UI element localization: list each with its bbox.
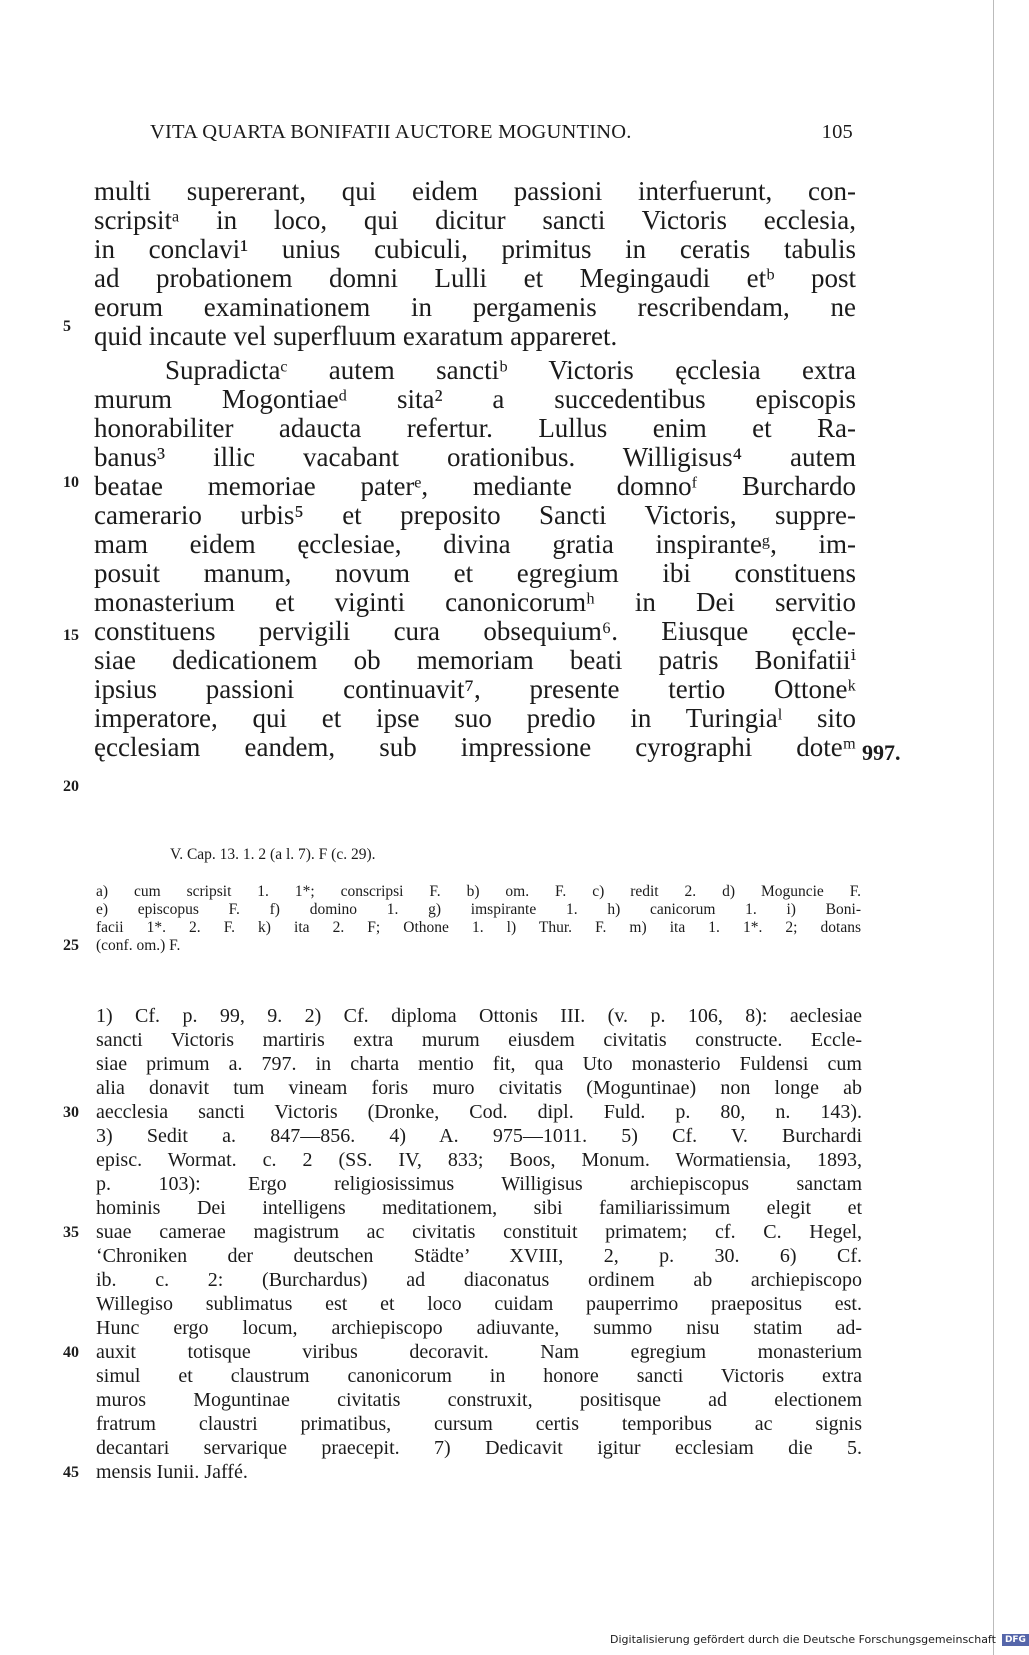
running-title: VITA QUARTA BONIFATII AUCTORE MOGUNTINO. bbox=[150, 121, 632, 143]
text-line: beatae memoriae paterᵉ, mediante domnoᶠ Burchardo bbox=[94, 471, 856, 501]
credit-text: Digitalisierung gefördert durch die Deutsche Forschungsgemeinschaft bbox=[610, 1633, 996, 1646]
apparatus-line: a) cum scripsit 1. 1*; conscripsi F. b) om. F. c) redit 2. d) Moguncie F. bbox=[96, 883, 861, 900]
margin-year: 997. bbox=[862, 740, 901, 765]
note-line: muros Moguntinae civitatis construxit, positisque ad electionem bbox=[96, 1389, 862, 1411]
note-line: alia donavit tum vineam foris muro civitatis (Moguntinae) non longe ab bbox=[96, 1077, 862, 1099]
text-line: siae dedicationem ob memoriam beati patris Bonifatiiⁱ bbox=[94, 645, 856, 675]
note-line: mensis Iunii. Jaffé. bbox=[96, 1461, 248, 1483]
note-line: 1) Cf. p. 99, 9. 2) Cf. diploma Ottonis III. (v. p. 106, 8): aeclesiae bbox=[96, 1005, 862, 1027]
text-line: eorum examinationem in pergamenis rescribendam, ne bbox=[94, 292, 856, 322]
text-line: ad probationem domni Lulli et Megingaudi etᵇ post bbox=[94, 263, 856, 293]
text-line: imperatore, qui et ipse suo predio in Turingiaˡ sito bbox=[94, 703, 856, 733]
text-line: mam eidem ęcclesiae, divina gratia inspiranteᵍ, im- bbox=[94, 529, 856, 559]
text-line: quid incaute vel superfluum exaratum appareret. bbox=[94, 321, 618, 351]
page-edge bbox=[993, 0, 994, 1655]
dfg-logo: DFG bbox=[1002, 1634, 1029, 1646]
note-line: hominis Dei intelligens meditationem, sibi familiarissimum elegit et bbox=[96, 1197, 862, 1219]
text-line: honorabiliter adaucta refertur. Lullus enim et Ra- bbox=[94, 413, 856, 443]
note-line: 3) Sedit a. 847—856. 4) A. 975—1011. 5) Cf. V. Burchardi bbox=[96, 1125, 862, 1147]
note-line: ib. c. 2: (Burchardus) ad diaconatus ordinem ab archiepiscopo bbox=[96, 1269, 862, 1291]
note-line: p. 103): Ergo religiosissimus Willigisus archiepiscopus sanctam bbox=[96, 1173, 862, 1195]
text-line: in conclavi¹ unius cubiculi, primitus in ceratis tabulis bbox=[94, 234, 856, 264]
note-line: decantari servarique praecepit. 7) Dedicavit igitur ecclesiam die 5. bbox=[96, 1437, 862, 1459]
text-line: Supradictaᶜ autem sanctiᵇ Victoris ęcclesia extra bbox=[165, 355, 856, 385]
note-line: simul et claustrum canonicorum in honore sancti Victoris extra bbox=[96, 1365, 862, 1387]
note-line: episc. Wormat. c. 2 (SS. IV, 833; Boos, Monum. Wormatiensia, 1893, bbox=[96, 1149, 862, 1171]
line-number: 45 bbox=[63, 1464, 79, 1481]
line-number: 30 bbox=[63, 1104, 79, 1121]
text-line: banus³ illic vacabant orationibus. Willigisus⁴ autem bbox=[94, 442, 856, 472]
note-line: fratrum claustri primatibus, cursum certis temporibus ac signis bbox=[96, 1413, 862, 1435]
note-line: siae primum a. 797. in charta mentio fit, qua Uto monasterio Fuldensi cum bbox=[96, 1053, 862, 1075]
note-line: Willegiso sublimatus est et loco cuidam pauperrimo praepositus est. bbox=[96, 1293, 862, 1315]
capitulum-reference: V. Cap. 13. 1. 2 (a l. 7). F (c. 29). bbox=[170, 846, 376, 863]
line-number: 5 bbox=[63, 318, 71, 335]
text-line: multi supererant, qui eidem passioni interfuerunt, con- bbox=[94, 176, 856, 206]
apparatus-line: (conf. om.) F. bbox=[96, 937, 181, 954]
apparatus-line: e) episcopus F. f) domino 1. g) imspirante 1. h) canicorum 1. i) Boni- bbox=[96, 901, 861, 918]
line-number: 20 bbox=[63, 778, 79, 795]
note-line: suae camerae magistrum ac civitatis constituit primatem; cf. C. Hegel, bbox=[96, 1221, 862, 1243]
text-line: constituens pervigili cura obsequium⁶. Eiusque ęccle- bbox=[94, 616, 856, 646]
note-line: ‘Chroniken der deutschen Städte’ XVIII, 2, p. 30. 6) Cf. bbox=[96, 1245, 862, 1267]
line-number: 10 bbox=[63, 474, 79, 491]
text-line: monasterium et viginti canonicorumʰ in Dei servitio bbox=[94, 587, 856, 617]
note-line: Hunc ergo locum, archiepiscopo adiuvante, summo nisu statim ad- bbox=[96, 1317, 862, 1339]
text-line: scripsitᵃ in loco, qui dicitur sancti Victoris ecclesia, bbox=[94, 205, 856, 235]
text-line: camerario urbis⁵ et preposito Sancti Victoris, suppre- bbox=[94, 500, 856, 530]
apparatus-line: facii 1*. 2. F. k) ita 2. F; Othone 1. l) Thur. F. m) ita 1. 1*. 2; dotans bbox=[96, 919, 861, 936]
line-number: 25 bbox=[63, 937, 79, 954]
digitization-credit bbox=[610, 1633, 1029, 1646]
note-line: auxit totisque viribus decoravit. Nam egregium monasterium bbox=[96, 1341, 862, 1363]
note-line: sancti Victoris martiris extra murum eiusdem civitatis constructe. Eccle- bbox=[96, 1029, 862, 1051]
text-line: ipsius passioni continuavit⁷, presente tertio Ottoneᵏ bbox=[94, 674, 856, 704]
line-number: 15 bbox=[63, 627, 79, 644]
line-number: 40 bbox=[63, 1344, 79, 1361]
text-line: ęcclesiam eandem, sub impressione cyrographi doteᵐ bbox=[94, 732, 856, 762]
text-line: murum Mogontiaeᵈ sita² a succedentibus episcopis bbox=[94, 384, 856, 414]
line-number: 35 bbox=[63, 1224, 79, 1241]
text-line: posuit manum, novum et egregium ibi constituens bbox=[94, 558, 856, 588]
note-line: aecclesia sancti Victoris (Dronke, Cod. dipl. Fuld. p. 80, n. 143). bbox=[96, 1101, 862, 1123]
page-number: 105 bbox=[821, 121, 853, 143]
